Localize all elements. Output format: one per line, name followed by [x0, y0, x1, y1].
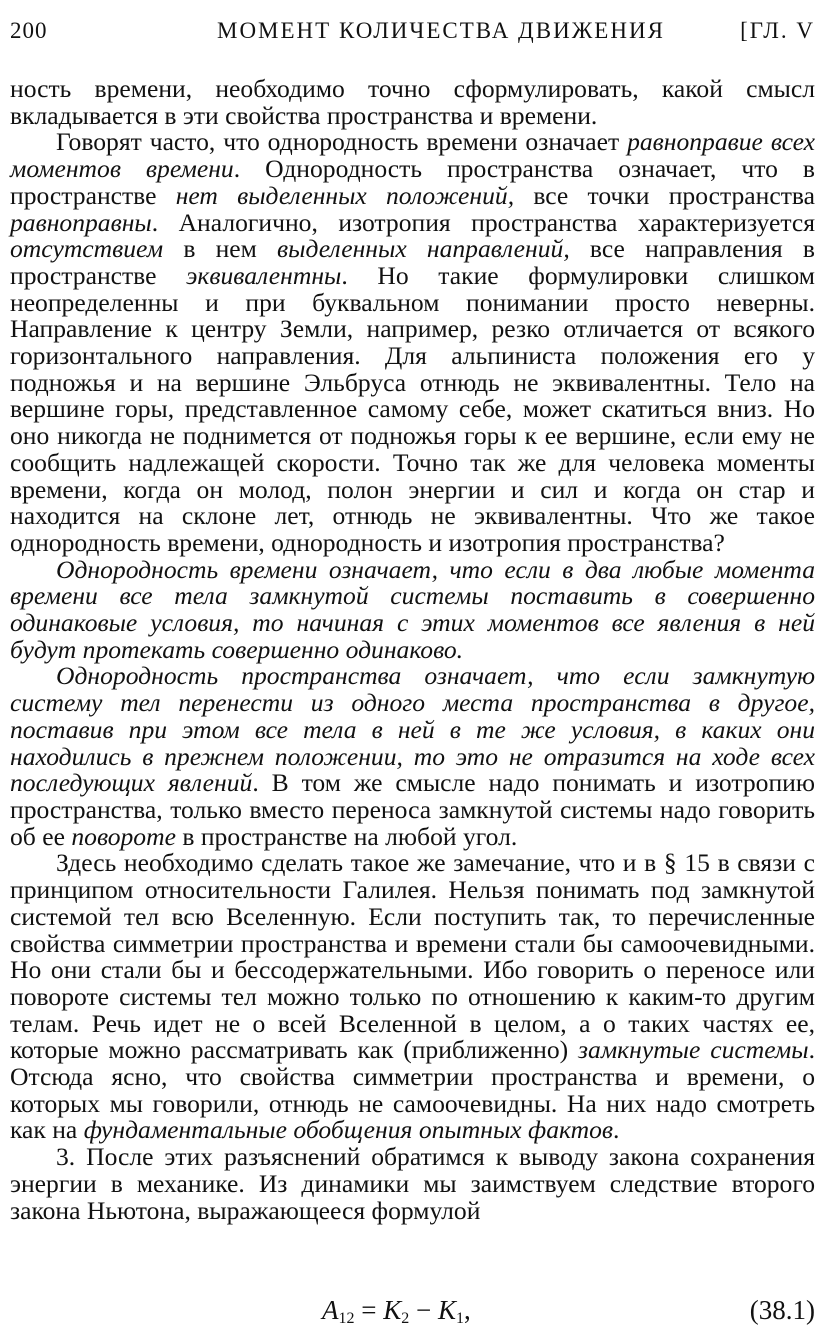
book-page [10, 0, 815, 1338]
formula-expression: $A_{12} = K_2 - K_1$, [322, 1295, 471, 1327]
chapter-label: [ГЛ. V [740, 18, 815, 43]
body-text [10, 76, 815, 1224]
paragraph-closed-systems: Здесь необходимо сделать такое же замечание, что и в § 15 в связи с принципом относительности Галилея. Нельзя понимать под замкнутой системой тел всю Вселенную. Если поступить так, то перечисленные свойства симметрии пространства и времени стали бы самоочевидными. Но они стали бы и бессодержательными. Ибо говорить о переносе или повороте системы тел можно только по отношению к каким-то другим телам. Речь идет не о всей Вселенной в целом, а о таких частях ее, которые можно рассматривать как (приближенно) замкнутые системы. Отсюда ясно, что свойства симметрии пространства и времени, о которых мы говорили, отнюдь не самоочевидны. На них надо смотреть как на фундаментальные обобщения опытных фактов. [10, 848, 816, 1145]
paragraph-homogeneity-intro: Говорят часто, что однородность времени означает равноправие всех моментов времени. Однородность пространства означает, что в пространстве нет выделенных положений, все точки пространства равноправны. Аналогично, изотропия пространства характеризуется отсутствием в нем выделенных направлений, все направления в пространстве эквивалентны. Но такие формулировки слишком неопределенны и при буквальном понимании просто неверны. Направление к центру Земли, например, резко отличается от всякого горизонтального направления. Для альпиниста положения его у подножья и на вершине Эльбруса отнюдь не эквивалентны. Тело на вершине горы, представленное самому себе, может скатиться вниз. Но оно никогда не поднимется от подножья горы к ее вершине, если ему не сообщить надлежащей скорости. Точно так же для человека моменты времени, когда он молод, полон энергии и сил и когда он стар и находится на склоне лет, отнюдь не эквивалентны. Что же такое однородность времени, однородность и изотропия пространства? [10, 127, 815, 557]
paragraph-energy-conservation: 3. После этих разъяснений обратимся к выводу закона сохранения энергии в механике. Из динамики мы заимствуем следствие второго закона Ньютона, выражающееся формулой [10, 1142, 815, 1225]
equation-number: (38.1) [749, 1295, 815, 1325]
running-title: МОМЕНТ КОЛИЧЕСТВА ДВИЖЕНИЯ [217, 18, 665, 43]
paragraph-continuation: ность времени, необходимо точно сформулировать, какой смысл вкладывается в эти свойства пространства и времени. [10, 74, 815, 130]
definition-space-homogeneity: Однородность пространства означает, что если замкнутую систему тел перенести из одного места пространства в другое, поставив при этом все тела в ней в те же условия, в каких они находились в прежнем положении, то это не отразится на ходе всех последующих явлений. В том же смысле надо понимать и изотропию пространства, только вместо переноса замкнутой системы надо говорить об ее повороте в пространстве на любой угол. [10, 661, 815, 851]
equation-38-1 [10, 1295, 815, 1331]
running-header [10, 18, 815, 50]
page-number: 200 [10, 18, 48, 43]
definition-time-homogeneity: Однородность времени означает, что если в два любые момента времени все тела замкнутой системы поставить в совершенно одинаковые условия, то начиная с этих моментов все явления в ней будут протекать совершенно одинаково. [10, 554, 815, 664]
